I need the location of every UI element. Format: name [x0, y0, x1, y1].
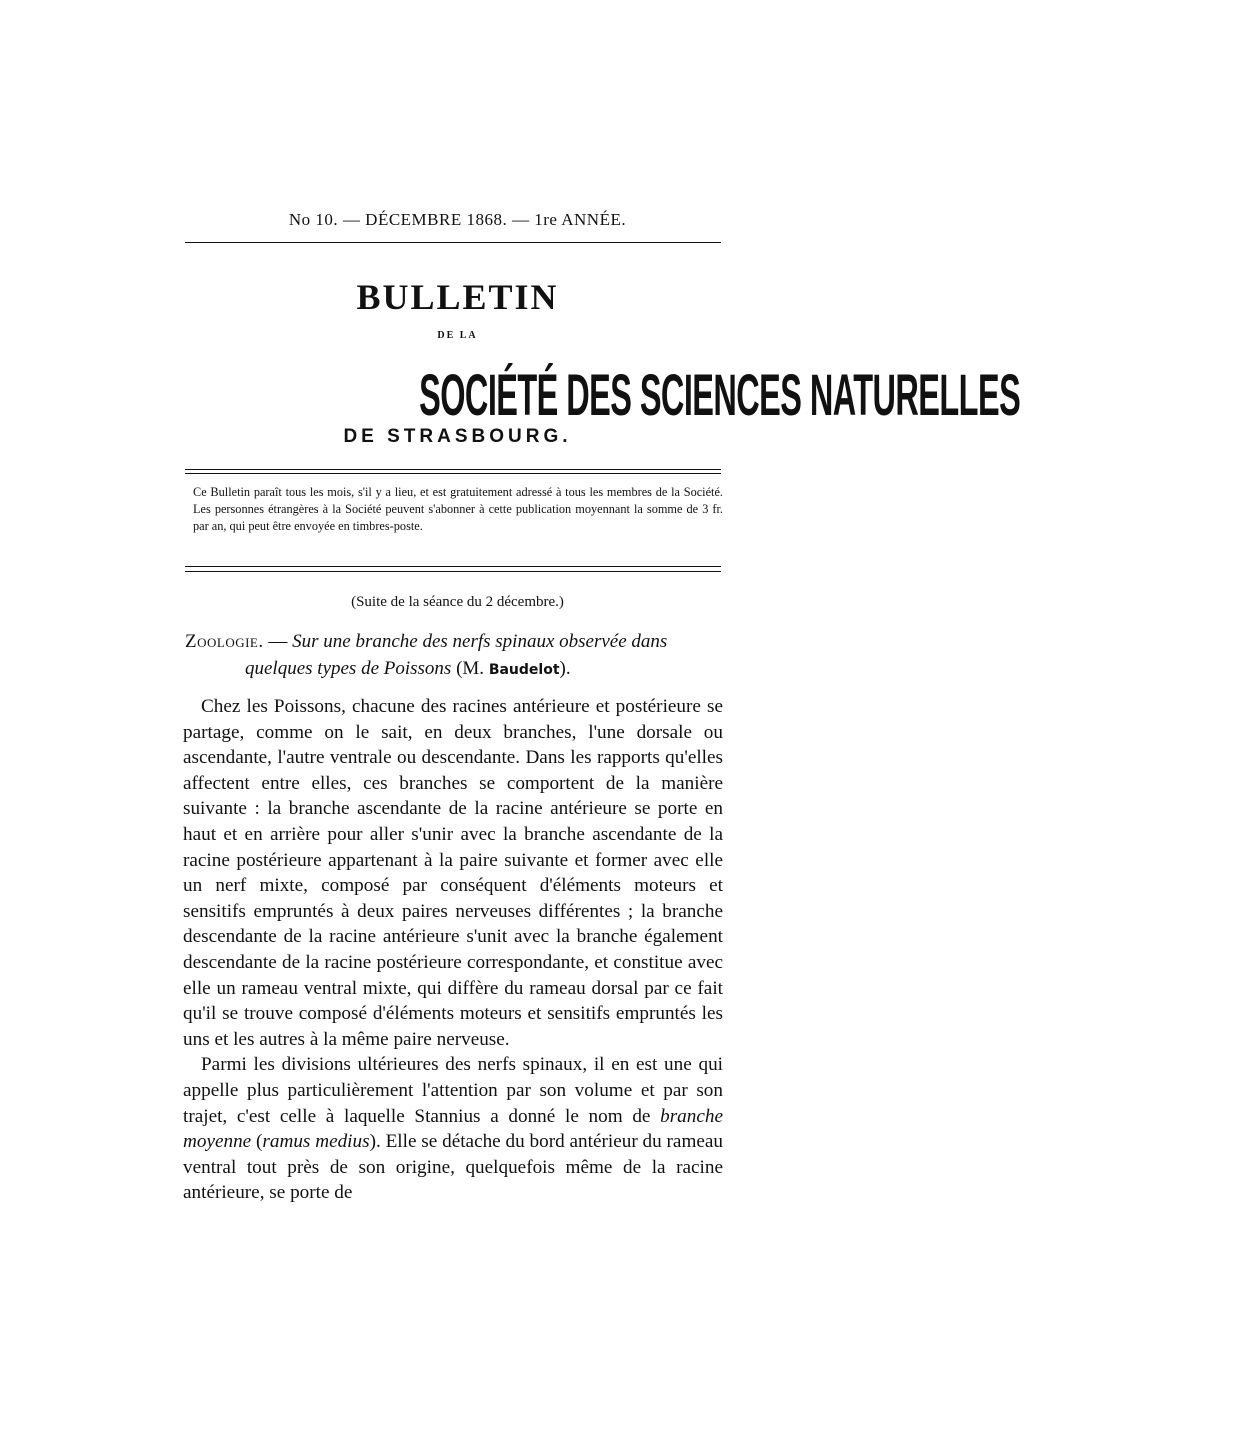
p2-italic-1: branche moyenne — [183, 1105, 723, 1153]
article-body — [183, 694, 723, 1206]
societe-title-text: SOCIÉTÉ DES SCIENCES NATURELLES — [419, 363, 1021, 428]
article-title-part2: quelques types de Poissons — [245, 658, 452, 679]
paragraph-2 — [183, 1052, 723, 1206]
issue-line: No 10. — DÉCEMBRE 1868. — 1re ANNÉE. — [288, 210, 627, 229]
author-name: Baudelot — [488, 662, 560, 678]
heading-line2 — [185, 655, 725, 684]
p2-text-a: Parmi les divisions ultérieures des nerfs spinaux, il en est une qui appelle plus particulièrement l'attention par son volume et par son trajet, c'est celle à laquelle Stannius a donné le nom de — [183, 1054, 723, 1127]
p2-italic-2: ramus medius — [262, 1131, 370, 1153]
bulletin-title: BULLETIN — [356, 277, 559, 317]
de-la-label: DE LA — [437, 330, 478, 341]
rule-top — [185, 242, 721, 243]
article-heading — [185, 628, 725, 684]
article-title-part1: Sur une branche des nerfs spinaux observée dans — [292, 631, 668, 652]
paragraph-1: Chez les Poissons, chacune des racines antérieure et postérieure se partage, comme on le sait, en deux branches, l'une dorsale ou ascendante, l'autre ventrale ou descendante. Dans les rapports qu'elles affectent entre elles, ces branches se comportent de la manière suivante : la branche ascendante de la racine antérieure se porte en haut et en arrière pour aller s'unir avec la branche ascendante de la racine postérieure appartenant à la paire suivante et former avec elle un nerf mixte, composé par conséquent d'éléments moteurs et sensitifs empruntés à deux paires nerveuses différentes ; la branche descendante de la racine antérieure s'unit avec la branche également descendante de la racine postérieure correspondante, et constitue avec elle un rameau ventral mixte, qui diffère du rameau dorsal par ce fait qu'il se trouve composé d'éléments moteurs et sensitifs empruntés les uns et les autres à la même paire nerveuse. — [183, 696, 723, 1050]
city-title: DE STRASBOURG. — [343, 426, 572, 447]
author-close: ). — [559, 658, 571, 679]
heading-dash: — — [263, 631, 293, 652]
p2-text-c: ). Elle se détache du bord antérieur du rameau ventral tout près de son origine, quelquefois même de la racine antérieure, se porte de — [183, 1131, 723, 1204]
rule-mid-1 — [185, 469, 721, 470]
author-open: (M. — [451, 658, 489, 679]
societe-title — [183, 358, 1021, 434]
subscription-notice: Ce Bulletin paraît tous les mois, s'il y a lieu, et est gratuitement adressé à tous les membres de la Société. Les personnes étrangères à la Société peuvent s'abonner à cette publication moyennant la somme de 3 fr. par an, qui peut être envoyée en timbres-poste. — [193, 485, 723, 533]
rule-mid-2 — [185, 473, 721, 474]
section-label: Zoologie. — [185, 631, 264, 652]
rule-low-1 — [185, 566, 721, 567]
rule-low-2 — [185, 571, 721, 572]
p2-text-b: ( — [251, 1131, 263, 1153]
session-note: (Suite de la séance du 2 décembre.) — [351, 594, 564, 610]
